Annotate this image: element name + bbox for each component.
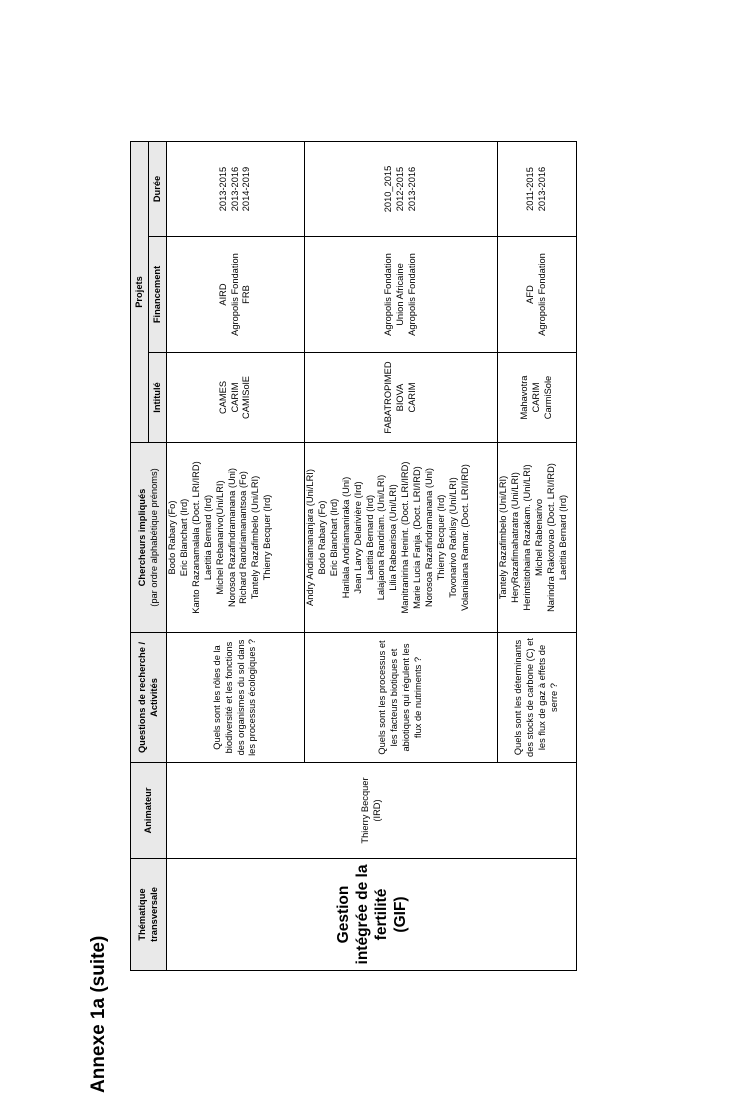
financement-cell bbox=[167, 237, 305, 353]
thematique-cell bbox=[167, 859, 577, 971]
duree-cell bbox=[305, 141, 498, 236]
intitule: CAMISolE bbox=[241, 376, 252, 419]
chercheur: Harilala Andriamaniraka (Uni) bbox=[340, 476, 351, 599]
financement: AIRD bbox=[217, 283, 228, 306]
question-cell bbox=[167, 633, 305, 763]
animateur-org: (IRD) bbox=[371, 799, 382, 822]
financement: Union Africaine bbox=[395, 263, 406, 326]
chercheur: Michel Rebanarivo(Uni/LRI) bbox=[214, 480, 225, 595]
chercheur: Jean Larvy Delarivière (Ird) bbox=[352, 481, 363, 594]
header-thematique: Thématique transversale bbox=[131, 859, 167, 971]
chercheur: Manitranirina Henint. (Doct. LRI/IRD) bbox=[400, 461, 411, 614]
thematique-line: intégrée de la bbox=[353, 864, 371, 965]
chercheur: Michel Rabenarivo bbox=[533, 499, 544, 576]
thematique-line: (GIF) bbox=[391, 896, 409, 933]
intitule: CARIM bbox=[531, 382, 542, 413]
intitule: BIOVA bbox=[395, 383, 406, 412]
intitule: CARIM bbox=[406, 382, 417, 413]
chercheur: Richard Randriamanantsoa (Fo) bbox=[238, 471, 249, 604]
duree: 2011-2015 bbox=[525, 167, 536, 211]
financement: FRB bbox=[241, 285, 252, 304]
animateur-name: Thierry Becquer bbox=[359, 777, 370, 844]
animateur-cell bbox=[167, 763, 577, 859]
financement: Agropolis Fondation bbox=[406, 253, 417, 336]
chercheur: Thierry Becquer (Ird) bbox=[262, 494, 273, 581]
question-text: Quels sont les déterminants des stocks de carbone (C) et les flux de gaz à effets de serre ? bbox=[513, 638, 559, 757]
financement: Agropolis Fondation bbox=[383, 253, 394, 336]
thematique-line: Gestion bbox=[334, 885, 352, 944]
question-text: Quels sont les processus et les facteurs biotiques et abiotiques qui régulent les flux de nutriments ? bbox=[377, 640, 423, 755]
header-chercheurs-sub: (par ordre alphabétique prénoms) bbox=[148, 468, 159, 607]
duree-cell bbox=[167, 141, 305, 236]
chercheurs-cell bbox=[167, 443, 305, 633]
chercheur: Norosoa Razafindramanana (Uni) bbox=[226, 468, 237, 608]
header-questions: Questions de recherche / Activités bbox=[131, 633, 167, 763]
chercheur: Tovonarivo Rafolisy (Uni/LRI) bbox=[447, 477, 458, 598]
chercheur: Eric Blanchart (Ird) bbox=[328, 498, 339, 577]
duree: 2013-2016 bbox=[406, 166, 417, 212]
header-intitule: Intitulé bbox=[149, 353, 167, 443]
financement-cell bbox=[498, 237, 577, 353]
header-chercheurs-title: Chercheurs impliqués bbox=[136, 488, 147, 587]
question-cell bbox=[498, 633, 577, 763]
chercheur: Laetitia Bernard (Ird) bbox=[557, 494, 568, 581]
chercheur: HeryRazafimahatratra (Uni/LRI) bbox=[509, 472, 520, 603]
chercheur: Lalajaona Randriam. (Uni/LRI) bbox=[376, 474, 387, 601]
chercheur: Laetitia Bernard (Ird) bbox=[202, 494, 213, 581]
chercheur: Volaniaiana Ramar. (Doct. LRI/IRD) bbox=[459, 464, 470, 611]
intitule-cell bbox=[167, 353, 305, 443]
page-title: Annexe 1a (suite) bbox=[88, 935, 109, 1093]
duree: 2013-2016 bbox=[537, 166, 547, 212]
intitule-cell bbox=[498, 353, 577, 443]
chercheur: Narindra Rakotovao (Doct. LRI/IRD) bbox=[545, 463, 556, 612]
financement: AFD bbox=[525, 285, 536, 304]
duree: 2012-2015 bbox=[395, 166, 406, 212]
chercheur: Lilia Rabearisoa (Uni/LRI) bbox=[388, 484, 399, 591]
header-animateur: Animateur bbox=[131, 763, 167, 859]
chercheurs-cell bbox=[498, 443, 577, 633]
intitule: FABATROPIMED bbox=[383, 361, 394, 434]
financement-cell bbox=[305, 237, 498, 353]
header-financement: Financement bbox=[149, 237, 167, 353]
chercheur: Bodo Rabary (Fo) bbox=[316, 500, 327, 575]
intitule: CARIM bbox=[229, 382, 240, 413]
chercheur: Kanto Razanamalala (Doct. LRI/IRD) bbox=[190, 461, 201, 614]
duree: 2013-2016 bbox=[229, 166, 240, 212]
duree-cell bbox=[498, 141, 577, 236]
chercheur: Eric Blanchart (Ird) bbox=[178, 498, 189, 577]
chercheur: Bodo Rabary (Fo) bbox=[167, 500, 177, 575]
financement: Agropolis Fondation bbox=[537, 253, 547, 336]
chercheur: Herintsitohaina Razakam. (Uni/LRI) bbox=[521, 464, 532, 611]
header-duree: Durée bbox=[149, 141, 167, 236]
chercheur: Tantely Razafimbelo (Uni/LRI) bbox=[250, 475, 261, 600]
header-chercheurs bbox=[131, 443, 167, 633]
thematique-line: fertilité bbox=[372, 888, 390, 941]
intitule-cell bbox=[305, 353, 498, 443]
question-cell bbox=[305, 633, 498, 763]
chercheur: Laetitia Bernard (Ird) bbox=[364, 494, 375, 581]
duree: 2013-2015 bbox=[217, 166, 228, 212]
chercheur: Marie Lucia Fanja. (Doct. LRI/IRD) bbox=[412, 466, 423, 609]
chercheur: Norosoa Razafindramanana (Uni) bbox=[424, 468, 435, 608]
chercheurs-cell bbox=[305, 443, 498, 633]
intitule: CAMES bbox=[217, 380, 228, 415]
intitule: CarmiSole bbox=[542, 375, 553, 420]
question-text: Quels sont les rôles de la biodiversité et les fonctions des organismes du sol dans les processus écologiques ? bbox=[211, 639, 258, 756]
chercheur: Thierry Becquer (Ird) bbox=[435, 494, 446, 581]
chercheur: Andry Andriamananjara (Uni/LRI) bbox=[305, 469, 315, 606]
chercheur: Tantely Razafimbelo (Uni/LRI) bbox=[498, 475, 508, 600]
duree: 2014-2019 bbox=[241, 166, 252, 212]
duree: 2010_2015 bbox=[383, 165, 394, 213]
annex-table bbox=[130, 141, 577, 971]
financement: Agropolis Fondation bbox=[229, 253, 240, 336]
header-projets: Projets bbox=[131, 141, 149, 442]
intitule: Mahavotra bbox=[519, 375, 530, 420]
rotated-page bbox=[88, 142, 568, 1093]
